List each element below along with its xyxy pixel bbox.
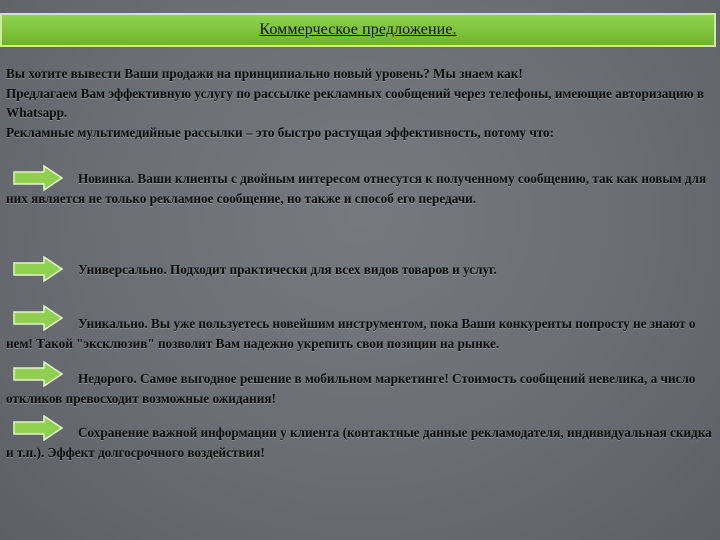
page-title: Коммерческое предложение.	[259, 21, 457, 38]
bullet-cheap: Недорого. Самое выгодное решение в мобильном маркетинге! Стоимость сообщений невелика, а число откликов превосходит возможные ожидания!	[6, 371, 696, 406]
intro-line-2: Предлагаем Вам эффективную услугу по рассылке рекламных сообщений через телефоны, имеющие авторизацию в Whatsapp.	[6, 85, 705, 120]
bullet-universal: Универсально. Подходит практически для всех видов товаров и услуг.	[78, 262, 497, 277]
intro-line-3: Рекламные мультимедийные рассылки – это быстро растущая эффективность, потому что:	[6, 124, 555, 140]
bullet-unique: Уникально. Вы уже пользуетесь новейшим инструментом, пока Ваши конкуренты попросту не знают о нем! Такой "эксклюзив" позволит Вам надежно укрепить свои позиции на рынке.	[6, 316, 696, 351]
intro-text	[6, 64, 714, 142]
bullet-saving-info: Сохранение важной информации у клиента (контактные данные рекламодателя, индивидуальная скидка и т.п.). Эффект долгосрочного воздействия!	[6, 425, 712, 460]
bullet-novelty: Новинка. Ваши клиенты с двойным интересом отнесутся к полученному сообщению, так как новым для них является не только рекламное сообщение, но также и способ его передачи.	[6, 171, 707, 206]
title-bar	[0, 13, 716, 47]
intro-line-1: Вы хотите вывести Ваши продажи на принципиально новый уровень? Мы знаем как!	[6, 66, 523, 81]
